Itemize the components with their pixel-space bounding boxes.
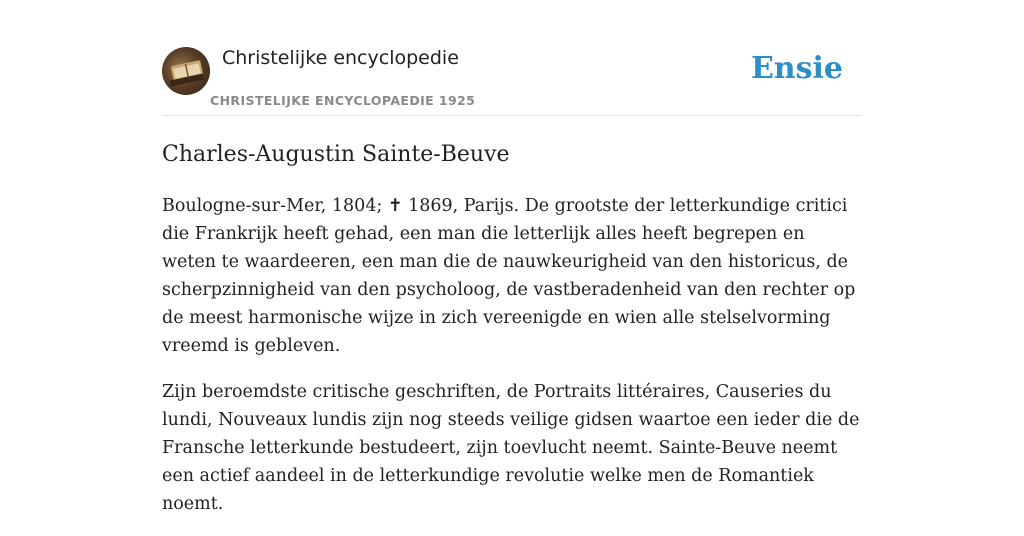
source-title[interactable]: Christelijke encyclopedie (222, 47, 459, 69)
source-subtitle[interactable]: CHRISTELIJKE ENCYCLOPAEDIE 1925 (210, 93, 476, 108)
article-title: Charles-Augustin Sainte-Beuve (162, 142, 510, 167)
old-book-icon[interactable] (162, 47, 210, 95)
entry-card (162, 0, 862, 514)
source-header (162, 0, 862, 116)
ensie-logo[interactable]: Ensie (750, 51, 843, 86)
article-paragraph: Boulogne-sur-Mer, 1804; ✝ 1869, Parijs. De grootste der letterkundige critici die Frankrijk heeft gehad, een man die letterlijk alles heeft begrepen en weten te waardeeren, een man die de nauwkeurigheid van den historicus, de scherpzinnigheid van den psycholoog, de vastberadenheid van den rechter op de meest harmonische wijze in zich vereenigde en wien alle stelselvorming vreemd is gebleven. (162, 196, 856, 356)
article-body (162, 192, 862, 536)
article-paragraph: Zijn beroemdste critische geschriften, de Portraits littéraires, Causeries du lundi, Nouveaux lundis zijn nog steeds veilige gidsen waartoe een ieder die de Fransche letterkunde bestudeert, zijn toevlucht neemt. Sainte-Beuve neemt een actief aandeel in de letterkundige revolutie welke men de Romantiek noemt. (162, 382, 860, 514)
